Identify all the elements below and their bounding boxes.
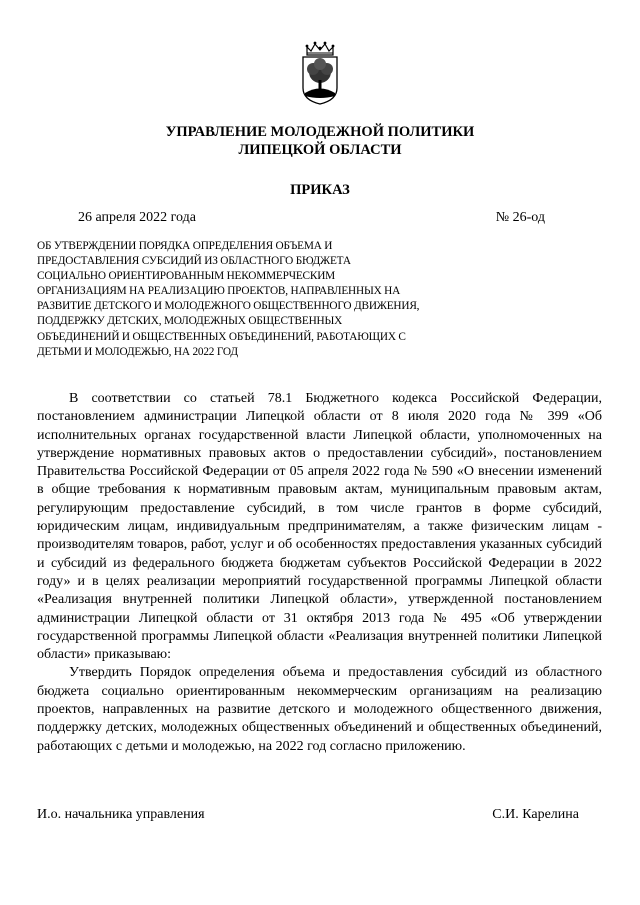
subject-line: ПОДДЕРЖКУ ДЕТСКИХ, МОЛОДЕЖНЫХ ОБЩЕСТВЕННЫХ [37, 315, 343, 328]
document-number: № 26-од [495, 210, 545, 225]
signatory-position: И.о. начальника управления [37, 807, 205, 822]
document-subject [37, 239, 467, 360]
coat-of-arms-icon [298, 40, 342, 106]
organization-name-line2: ЛИПЕЦКОЙ ОБЛАСТИ [238, 142, 402, 158]
organization-name-line1: УПРАВЛЕНИЕ МОЛОДЕЖНОЙ ПОЛИТИКИ [165, 124, 475, 140]
signatory-name: С.И. Карелина [492, 807, 579, 822]
document-body [37, 390, 602, 756]
subject-line: РАЗВИТИЕ ДЕТСКОГО И МОЛОДЕЖНОГО ОБЩЕСТВЕННОГО ДВИЖЕНИЯ, [37, 300, 420, 313]
body-paragraph-order: Утвердить Порядок определения объема и предоставления субсидий из областного бюджета социально ориентированным некоммерческим организациям на реализацию проектов, направленных на развитие детского и молодежного общественного движения, поддержку детских, молодежных общественных объединений и общественных объединений, работающих с детьми и молодежью, на 2022 год согласно приложению. [37, 665, 602, 754]
subject-line: ОБ УТВЕРЖДЕНИИ ПОРЯДКА ОПРЕДЕЛЕНИЯ ОБЪЕМА И [37, 240, 333, 252]
body-paragraph-preamble: В соответствии со статьей 78.1 Бюджетного кодекса Российской Федерации, постановлением администрации Липецкой области от 8 июля 2020 года № 399 «Об исполнительных органах государственной власти Липецкой области, уполномоченных на утверждение нормативных правовых актов о предоставлении субсидий», постановлением Правительства Российской Федерации от 05 апреля 2022 года № 590 «О внесении изменений в общие требования к нормативным правовым актам, муниципальным правовым актам, регулирующим предоставление субсидий, в том числе грантов в форме субсидий, юридическим лицам, индивидуальным предпринимателям, а также физическим лицам - производителям товаров, работ, услуг и об особенностях предоставления указанных субсидий и субсидий из федерального бюджета бюджетам субъектов Российской Федерации в 2022 году» и в целях реализации мероприятий государственной программы Липецкой области «Реализация внутренней политики Липецкой области», утвержденной постановлением администрации Липецкой области от 31 октября 2013 года № 495 «Об утверждении государственной программы Липецкой области «Реализация внутренней политики Липецкой области» приказываю: [37, 391, 602, 663]
subject-line: СОЦИАЛЬНО ОРИЕНТИРОВАННЫМ НЕКОММЕРЧЕСКИМ [37, 270, 336, 283]
subject-line: ДЕТЬМИ И МОЛОДЕЖЬЮ, НА 2022 ГОД [37, 345, 238, 358]
document-date: 26 апреля 2022 года [78, 210, 196, 225]
subject-line: ОРГАНИЗАЦИЯМ НА РЕАЛИЗАЦИЮ ПРОЕКТОВ, НАПРАВЛЕННЫХ НА [37, 285, 401, 298]
document-type-title: ПРИКАЗ [290, 182, 350, 198]
subject-line: ПРЕДОСТАВЛЕНИЯ СУБСИДИЙ ИЗ ОБЛАСТНОГО БЮДЖЕТА [37, 255, 351, 268]
subject-line: ОБЪЕДИНЕНИЙ И ОБЩЕСТВЕННЫХ ОБЪЕДИНЕНИЙ, РАБОТАЮЩИХ С [37, 330, 406, 343]
